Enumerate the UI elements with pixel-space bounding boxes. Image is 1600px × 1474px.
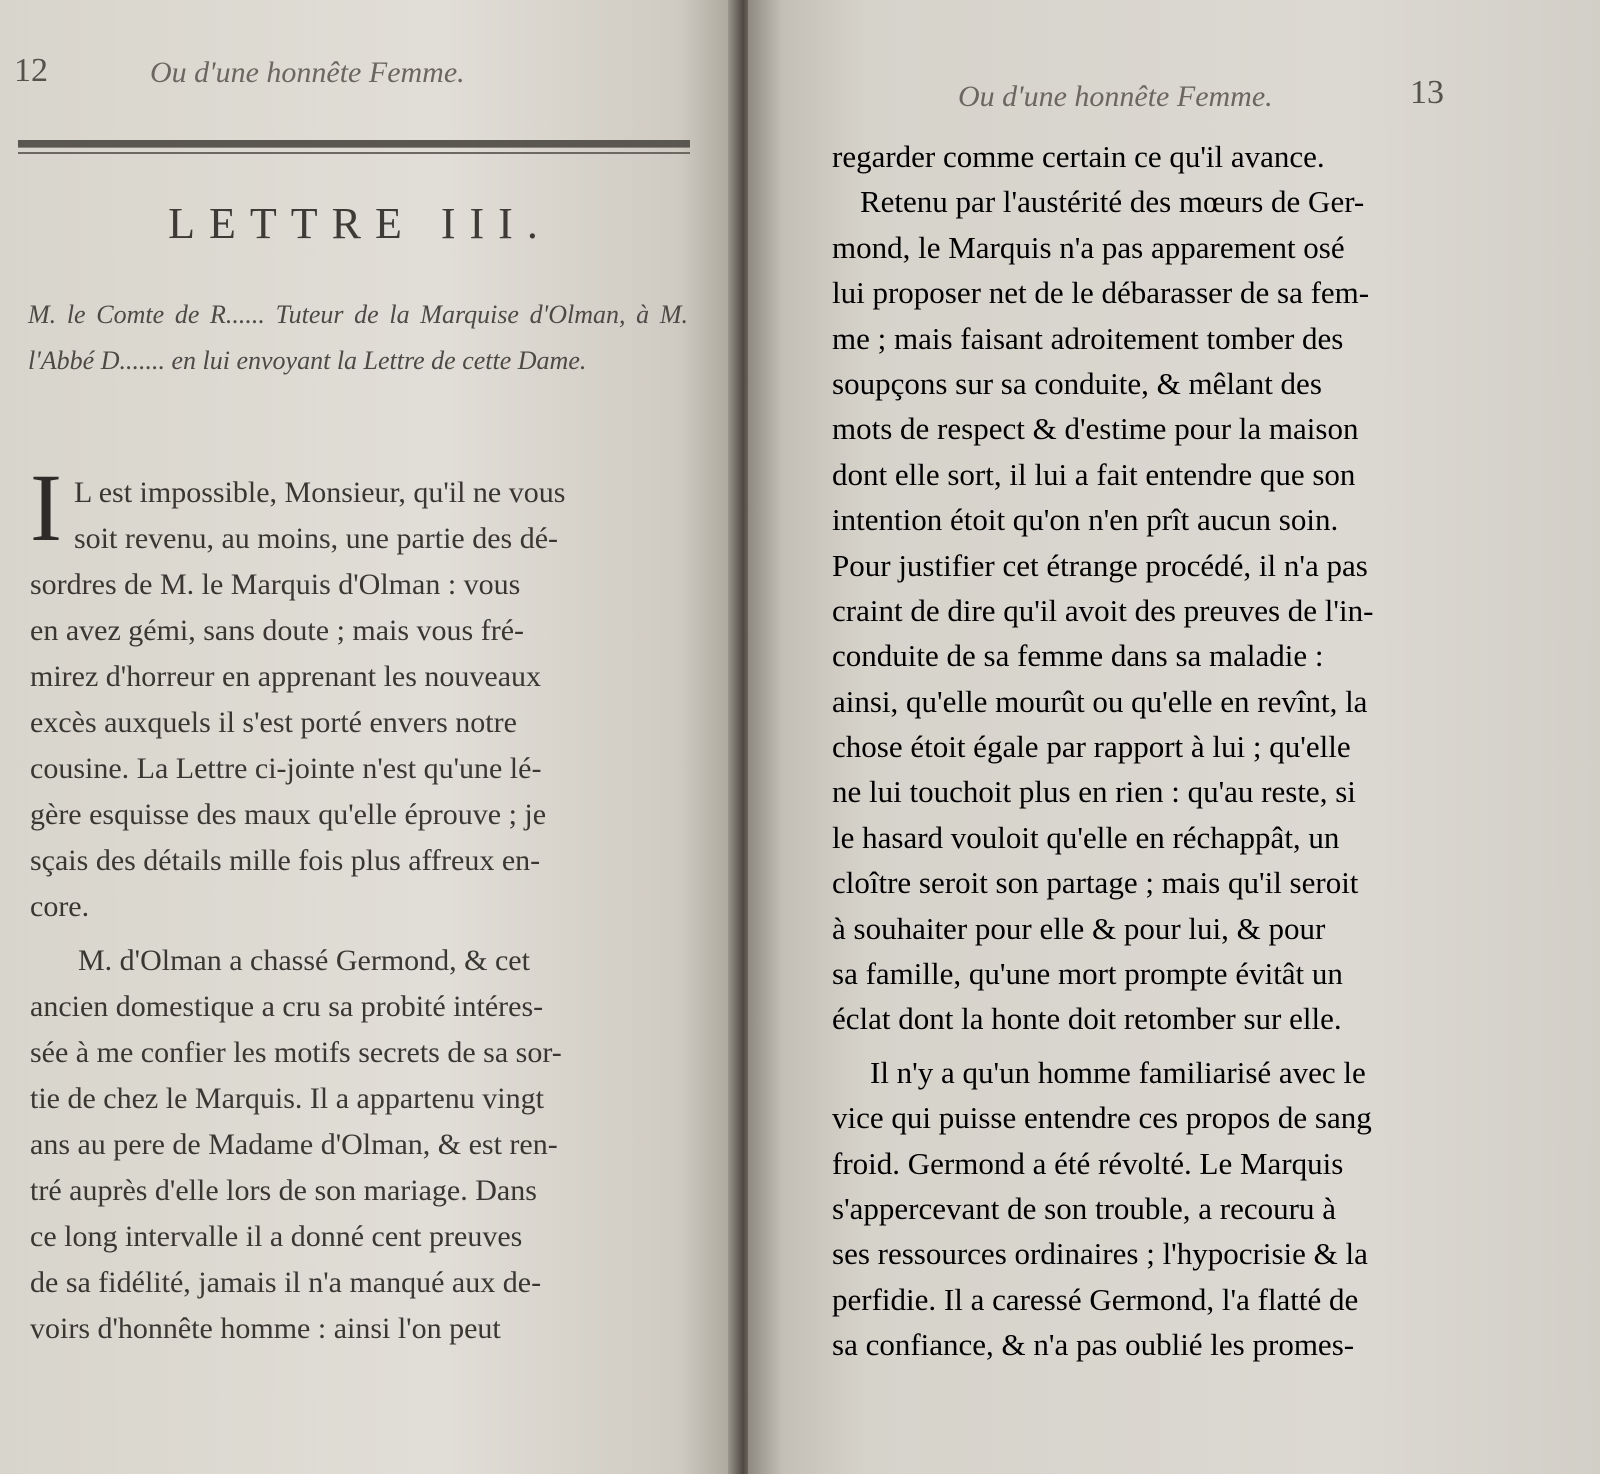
text-line: soit revenu, au moins, une partie des dé- [74,522,559,555]
text-line: mirez d'horreur en apprenant les nouveaux [30,660,542,693]
text-line: craint de dire qu'il avoit des preuves de l'in- [832,592,1374,628]
text-line: sa famille, qu'une mort prompte évitât un [832,956,1343,992]
drop-cap: I [30,454,62,561]
text-line: sordres de M. le Marquis d'Olman : vous [30,568,521,601]
left-running-head: Ou d'une honnête Femme. [150,56,465,89]
text-line: ses ressources ordinaires ; l'hypocrisie & la [832,1236,1368,1272]
text-line: ans au pere de Madame d'Olman, & est ren- [30,1128,558,1161]
text-line: perfidie. Il a caressé Germond, l'a flatté de [832,1281,1359,1317]
text-line: s'appercevant de son trouble, a recouru à [832,1190,1336,1226]
text-line: tré auprès d'elle lors de son mariage. Dans [30,1174,537,1207]
letter-title: LETTRE III. [168,199,552,248]
text-line: éclat dont la honte doit retomber sur elle. [832,1001,1342,1037]
text-line: ne lui touchoit plus en rien : qu'au reste, si [832,774,1356,810]
text-line: vice qui puisse entendre ces propos de sang [832,1100,1372,1136]
text-line: Pour justifier cet étrange procédé, il n'a pas [832,547,1368,583]
text-line: excès auxquels il s'est porté envers notre [30,706,517,739]
text-line: sée à me confier les motifs secrets de sa sor- [30,1036,562,1069]
text-line: tie de chez le Marquis. Il a appartenu vingt [30,1082,544,1115]
text-line: le hasard vouloit qu'elle en réchappât, un [832,819,1340,855]
text-line: conduite de sa femme dans sa maladie : [832,638,1324,674]
text-line: sa confiance, & n'a pas oublié les promes- [832,1327,1355,1363]
text-line: soupçons sur sa conduite, & mêlant des [832,365,1322,401]
left-page [0,0,738,1474]
text-line: lui proposer net de le débarasser de sa fem- [832,275,1370,311]
text-line: mots de respect & d'estime pour la maison [832,411,1359,447]
left-page-number: 12 [14,52,48,89]
text-line: froid. Germond a été révolté. Le Marquis [832,1145,1344,1181]
text-line: intention étoit qu'on n'en prît aucun soin. [832,502,1339,538]
right-body-text [832,134,1472,1368]
text-line: voirs d'honnête homme : ainsi l'on peut [30,1312,501,1345]
text-line: regarder comme certain ce qu'il avance. [832,139,1325,174]
right-running-head: Ou d'une honnête Femme. [958,80,1273,113]
text-line: dont elle sort, il lui a fait entendre que son [832,456,1356,492]
text-line: L est impossible, Monsieur, qu'il ne vous [74,476,566,509]
text-line: Il n'y a qu'un homme familiarisé avec le [870,1054,1366,1090]
text-line: mond, le Marquis n'a pas apparement osé [832,229,1345,265]
right-page-number: 13 [1410,74,1444,111]
text-line: chose étoit égale par rapport à lui ; qu'elle [832,729,1351,765]
text-line: M. d'Olman a chassé Germond, & cet [78,944,530,977]
text-line: ainsi, qu'elle mourût ou qu'elle en revînt, la [832,683,1368,719]
text-line: gère esquisse des maux qu'elle éprouve ; je [30,798,547,831]
letter-subtitle: M. le Comte de R...... Tuteur de la Marquise d'Olman, à M. l'Abbé D....... en lui envoyant la Lettre de cette Dame. [28,300,688,375]
text-line: sçais des détails mille fois plus affreux en- [30,844,541,877]
text-line: cloître seroit son partage ; mais qu'il seroit [832,865,1359,901]
header-rule [18,140,690,148]
text-line: en avez gémi, sans doute ; mais vous fré- [30,614,525,647]
text-line: à souhaiter pour elle & pour lui, & pour [832,910,1326,946]
text-line: de sa fidélité, jamais il n'a manqué aux de- [30,1266,542,1299]
text-line: Retenu par l'austérité des mœurs de Ger- [860,184,1365,220]
text-line: me ; mais faisant adroitement tomber des [832,320,1344,356]
text-line: cousine. La Lettre ci-jointe n'est qu'une lé- [30,752,542,785]
text-line: ancien domestique a cru sa probité intéres- [30,990,544,1023]
header-rule-thin [18,152,690,154]
text-line: core. [30,890,90,923]
left-body-text [30,470,700,1352]
text-line: ce long intervalle il a donné cent preuves [30,1220,523,1253]
